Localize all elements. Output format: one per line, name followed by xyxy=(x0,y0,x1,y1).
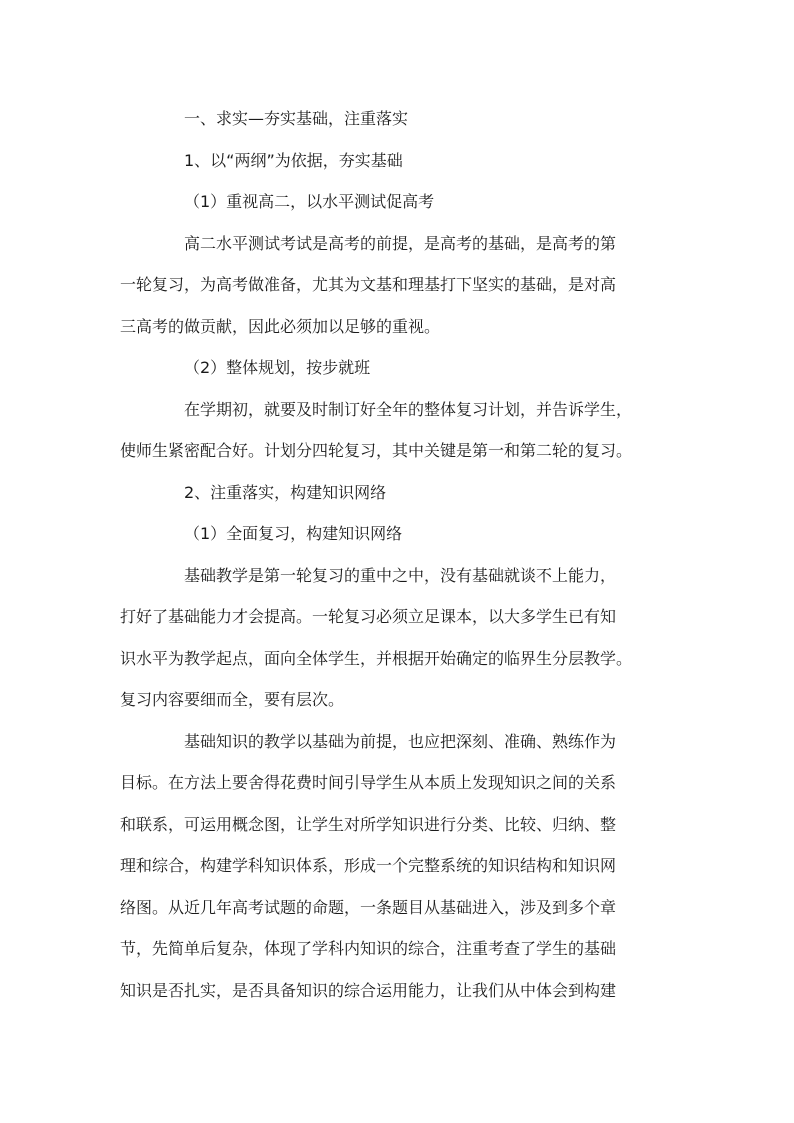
paragraph-line: 一轮复习，为高考做准备，尤其为文基和理基打下坚实的基础，是对高 xyxy=(120,275,617,294)
paragraph-line: 三高考的做贡献，因此必须加以足够的重视。 xyxy=(120,316,441,336)
paragraph-line: 理和综合，构建学科知识体系，形成一个完整系统的知识结构和知识网 xyxy=(120,856,617,875)
paragraph-line: 络图。从近几年高考试题的命题，一条题目从基础进入，涉及到多个章 xyxy=(120,897,617,917)
paragraph-line: 高二水平测试考试是高考的前提，是高考的基础，是高考的第 xyxy=(184,233,617,253)
paragraph-line: 和联系，可运用概念图，让学生对所学知识进行分类、比较、归纳、整 xyxy=(120,814,617,834)
paragraph-line: 目标。在方法上要舍得花费时间引导学生从本质上发现知识之间的关系 xyxy=(120,773,617,792)
section-heading-1-2: 2、注重落实，构建知识网络 xyxy=(184,482,387,502)
paragraph-line: 基础教学是第一轮复习的重中之中，没有基础就谈不上能力， xyxy=(184,565,617,585)
subheading-1-1-2: （2）整体规划，按步就班 xyxy=(184,358,371,377)
section-heading-1: 一、求实—夯实基础，注重落实 xyxy=(184,109,409,128)
paragraph-line: 复习内容要细而全，要有层次。 xyxy=(120,690,345,709)
subheading-1-2-1: （1）全面复习，构建知识网络 xyxy=(184,524,403,543)
paragraph-line: 基础知识的教学以基础为前提，也应把深刻、准确、熟练作为 xyxy=(184,731,617,751)
subheading-1-1-1: （1）重视高二，以水平测试促高考 xyxy=(184,192,435,211)
paragraph-line: 识水平为教学起点，面向全体学生，并根据开始确定的临界生分层教学。 xyxy=(120,648,633,668)
section-heading-1-1: 1、以“两纲”为依据，夯实基础 xyxy=(184,150,403,170)
paragraph-line: 使师生紧密配合好。计划分四轮复习，其中关键是第一和第二轮的复习。 xyxy=(120,441,633,460)
paragraph-line: 在学期初，就要及时制订好全年的整体复习计划，并告诉学生， xyxy=(184,399,633,419)
paragraph-line: 知识是否扎实，是否具备知识的综合运用能力，让我们从中体会到构建 xyxy=(120,980,617,1000)
paragraph-line: 节，先简单后复杂，体现了学科内知识的综合，注重考查了学生的基础 xyxy=(120,939,617,958)
document-body xyxy=(120,98,676,1011)
paragraph-1 xyxy=(120,223,676,348)
paragraph-3 xyxy=(120,555,676,721)
paragraph-4 xyxy=(120,721,676,1012)
paragraph-2 xyxy=(120,389,676,472)
paragraph-line: 打好了基础能力才会提高。一轮复习必须立足课本，以大多学生已有知 xyxy=(120,607,617,626)
